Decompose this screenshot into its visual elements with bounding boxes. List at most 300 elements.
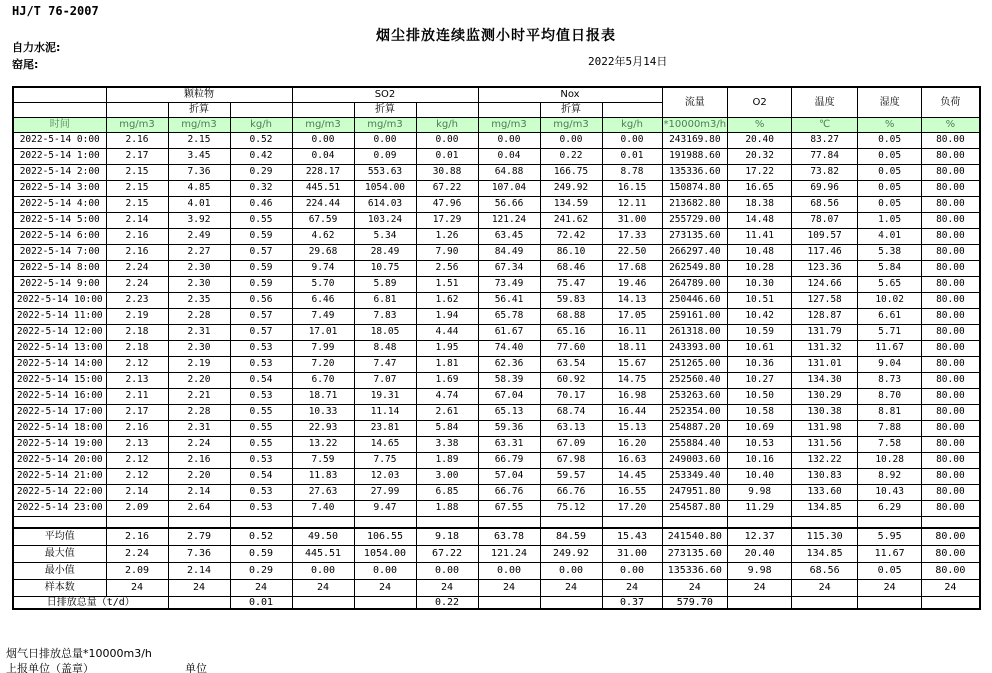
- table-cell: 80.00: [922, 244, 980, 260]
- table-cell: 2.14: [168, 562, 230, 579]
- table-cell: 80.00: [922, 340, 980, 356]
- column-header-time: 时间: [13, 117, 106, 132]
- table-cell: 6.85: [416, 484, 478, 500]
- table-cell: 249003.60: [662, 452, 728, 468]
- table-cell: 253349.40: [662, 468, 728, 484]
- table-cell: 2.79: [168, 528, 230, 545]
- table-cell: [230, 516, 292, 528]
- header-empty-cell: [416, 102, 478, 117]
- table-cell: 80.00: [922, 228, 980, 244]
- table-cell: 0.05: [858, 132, 922, 148]
- table-cell: 2022-5-14 20:00: [13, 452, 106, 468]
- table-cell: 2022-5-14 5:00: [13, 212, 106, 228]
- table-cell: 2.28: [168, 308, 230, 324]
- table-cell: 12.11: [602, 196, 662, 212]
- unit-cell: %: [728, 117, 792, 132]
- table-cell: 80.00: [922, 562, 980, 579]
- table-cell: 6.46: [292, 292, 354, 308]
- table-cell: 5.84: [416, 420, 478, 436]
- table-cell: 0.00: [354, 562, 416, 579]
- table-cell: [354, 516, 416, 528]
- table-cell: 0.05: [858, 148, 922, 164]
- table-cell: 16.20: [602, 436, 662, 452]
- table-cell: 264789.00: [662, 276, 728, 292]
- table-cell: 1.88: [416, 500, 478, 516]
- table-cell: 62.36: [478, 356, 540, 372]
- table-cell: 4.01: [858, 228, 922, 244]
- table-row: [13, 528, 980, 545]
- table-cell: 16.98: [602, 388, 662, 404]
- unit-cell: mg/m3: [168, 117, 230, 132]
- table-cell: 14.45: [602, 468, 662, 484]
- table-cell: 8.81: [858, 404, 922, 420]
- table-cell: 10.75: [354, 260, 416, 276]
- table-cell: 2.12: [106, 468, 168, 484]
- table-cell: [106, 516, 168, 528]
- table-cell: 2022-5-14 7:00: [13, 244, 106, 260]
- table-cell: 7.40: [292, 500, 354, 516]
- table-cell: 247951.80: [662, 484, 728, 500]
- table-cell: 80.00: [922, 388, 980, 404]
- table-cell: 107.04: [478, 180, 540, 196]
- table-cell: 80.00: [922, 452, 980, 468]
- summary-body: [13, 528, 980, 596]
- table-cell: 614.03: [354, 196, 416, 212]
- table-cell: 12.37: [728, 528, 792, 545]
- table-cell: 80.00: [922, 324, 980, 340]
- table-cell: 7.99: [292, 340, 354, 356]
- table-cell: [602, 516, 662, 528]
- table-cell: 77.60: [540, 340, 602, 356]
- table-row: [13, 324, 980, 340]
- table-cell: 平均值: [13, 528, 106, 545]
- table-cell: 2.17: [106, 148, 168, 164]
- column-subheader-converted: 折算: [540, 102, 602, 117]
- table-cell: 249.92: [540, 180, 602, 196]
- table-cell: 56.66: [478, 196, 540, 212]
- table-cell: 7.47: [354, 356, 416, 372]
- table-row: [13, 228, 980, 244]
- table-cell: 0.05: [858, 562, 922, 579]
- table-cell: 7.58: [858, 436, 922, 452]
- table-cell: 29.68: [292, 244, 354, 260]
- table-cell: 2.24: [106, 260, 168, 276]
- table-cell: 0.00: [292, 562, 354, 579]
- table-cell: 67.59: [292, 212, 354, 228]
- table-cell: 10.59: [728, 324, 792, 340]
- table-cell: 17.20: [602, 500, 662, 516]
- table-cell: 58.39: [478, 372, 540, 388]
- table-cell: 59.83: [540, 292, 602, 308]
- table-cell: 65.16: [540, 324, 602, 340]
- table-cell: 63.78: [478, 528, 540, 545]
- table-cell: 59.57: [540, 468, 602, 484]
- column-subheader-converted: 折算: [168, 102, 230, 117]
- table-cell: 255884.40: [662, 436, 728, 452]
- table-cell: 14.48: [728, 212, 792, 228]
- unit-cell: %: [858, 117, 922, 132]
- table-row: [13, 596, 980, 609]
- table-row: [13, 260, 980, 276]
- table-cell: 24: [168, 579, 230, 596]
- table-cell: [540, 596, 602, 609]
- table-cell: 80.00: [922, 196, 980, 212]
- table-cell: 0.55: [230, 436, 292, 452]
- table-cell: 10.28: [728, 260, 792, 276]
- table-cell: 262549.80: [662, 260, 728, 276]
- table-cell: 266297.40: [662, 244, 728, 260]
- table-cell: 2.18: [106, 324, 168, 340]
- table-cell: 9.98: [728, 484, 792, 500]
- table-cell: [922, 516, 980, 528]
- table-cell: [540, 516, 602, 528]
- table-cell: 259161.00: [662, 308, 728, 324]
- table-cell: 131.56: [792, 436, 858, 452]
- table-cell: 24: [662, 579, 728, 596]
- column-header-humidity: 湿度: [858, 87, 922, 117]
- table-cell: 17.05: [602, 308, 662, 324]
- table-cell: 63.31: [478, 436, 540, 452]
- table-cell: 67.22: [416, 545, 478, 562]
- table-cell: 9.18: [416, 528, 478, 545]
- table-cell: 19.46: [602, 276, 662, 292]
- table-cell: 2.31: [168, 420, 230, 436]
- table-cell: 2.15: [168, 132, 230, 148]
- table-cell: 0.52: [230, 132, 292, 148]
- unit-cell: mg/m3: [354, 117, 416, 132]
- table-cell: 11.41: [728, 228, 792, 244]
- table-cell: 19.31: [354, 388, 416, 404]
- table-cell: 135336.60: [662, 164, 728, 180]
- table-cell: 2.24: [168, 436, 230, 452]
- table-cell: 553.63: [354, 164, 416, 180]
- table-cell: 67.04: [478, 388, 540, 404]
- table-cell: 2.28: [168, 404, 230, 420]
- table-cell: 80.00: [922, 164, 980, 180]
- table-cell: 68.74: [540, 404, 602, 420]
- table-cell: [416, 516, 478, 528]
- table-cell: 0.53: [230, 452, 292, 468]
- table-cell: 243169.80: [662, 132, 728, 148]
- table-cell: 10.61: [728, 340, 792, 356]
- table-cell: 249.92: [540, 545, 602, 562]
- table-cell: 0.53: [230, 484, 292, 500]
- table-cell: 0.01: [416, 148, 478, 164]
- table-cell: 0.00: [602, 132, 662, 148]
- table-cell: 8.48: [354, 340, 416, 356]
- table-cell: 1054.00: [354, 545, 416, 562]
- table-cell: 0.00: [416, 132, 478, 148]
- table-cell: 22.93: [292, 420, 354, 436]
- table-cell: 18.11: [602, 340, 662, 356]
- table-cell: 24: [922, 579, 980, 596]
- table-cell: 2.20: [168, 468, 230, 484]
- column-header-load: 负荷: [922, 87, 980, 117]
- table-row: [13, 180, 980, 196]
- table-cell: 49.50: [292, 528, 354, 545]
- table-cell: 0.00: [416, 562, 478, 579]
- table-cell: 24: [728, 579, 792, 596]
- table-cell: 1.94: [416, 308, 478, 324]
- table-cell: 24: [106, 579, 168, 596]
- table-cell: 2.12: [106, 452, 168, 468]
- table-cell: 68.56: [792, 196, 858, 212]
- table-cell: 1.95: [416, 340, 478, 356]
- table-cell: 10.36: [728, 356, 792, 372]
- table-cell: 77.84: [792, 148, 858, 164]
- table-cell: 16.11: [602, 324, 662, 340]
- table-row: [13, 468, 980, 484]
- table-cell: 11.67: [858, 340, 922, 356]
- column-header-o2: O2: [728, 87, 792, 117]
- table-cell: [728, 516, 792, 528]
- table-cell: 131.98: [792, 420, 858, 436]
- table-cell: 253263.60: [662, 388, 728, 404]
- table-cell: 6.81: [354, 292, 416, 308]
- table-cell: 24: [354, 579, 416, 596]
- table-cell: 4.44: [416, 324, 478, 340]
- table-cell: 7.49: [292, 308, 354, 324]
- table-cell: 11.67: [858, 545, 922, 562]
- table-cell: 14.65: [354, 436, 416, 452]
- table-cell: 0.57: [230, 324, 292, 340]
- table-cell: 1.89: [416, 452, 478, 468]
- table-cell: 2.15: [106, 164, 168, 180]
- table-cell: 0.55: [230, 420, 292, 436]
- table-cell: 73.82: [792, 164, 858, 180]
- table-cell: 84.49: [478, 244, 540, 260]
- table-cell: 7.36: [168, 545, 230, 562]
- table-cell: 80.00: [922, 212, 980, 228]
- table-cell: 80.00: [922, 545, 980, 562]
- table-cell: 2.35: [168, 292, 230, 308]
- table-cell: 0.00: [540, 562, 602, 579]
- table-row: [13, 292, 980, 308]
- header-empty-cell: [478, 102, 540, 117]
- table-cell: 13.22: [292, 436, 354, 452]
- table-cell: 2022-5-14 0:00: [13, 132, 106, 148]
- table-cell: 0.00: [478, 562, 540, 579]
- table-cell: 131.32: [792, 340, 858, 356]
- table-cell: 2.14: [106, 212, 168, 228]
- unit-cell: kg/h: [230, 117, 292, 132]
- monitoring-table: [12, 86, 981, 610]
- table-cell: [858, 516, 922, 528]
- table-cell: 17.01: [292, 324, 354, 340]
- table-cell: 18.38: [728, 196, 792, 212]
- table-cell: 134.30: [792, 372, 858, 388]
- table-cell: 2.16: [106, 420, 168, 436]
- table-cell: 2.31: [168, 324, 230, 340]
- table-cell: 4.62: [292, 228, 354, 244]
- table-cell: 22.50: [602, 244, 662, 260]
- table-cell: 70.17: [540, 388, 602, 404]
- table-cell: 128.87: [792, 308, 858, 324]
- table-cell: 5.71: [858, 324, 922, 340]
- table-cell: 2.21: [168, 388, 230, 404]
- table-cell: 2022-5-14 9:00: [13, 276, 106, 292]
- table-cell: 124.66: [792, 276, 858, 292]
- table-cell: 0.00: [354, 132, 416, 148]
- table-cell: 75.12: [540, 500, 602, 516]
- table-cell: 3.92: [168, 212, 230, 228]
- table-cell: 24: [478, 579, 540, 596]
- table-header: [13, 87, 980, 132]
- table-cell: [168, 516, 230, 528]
- table-cell: 2.09: [106, 562, 168, 579]
- table-cell: 130.29: [792, 388, 858, 404]
- table-cell: [792, 516, 858, 528]
- table-cell: 1054.00: [354, 180, 416, 196]
- table-cell: 0.04: [478, 148, 540, 164]
- table-cell: 0.54: [230, 468, 292, 484]
- table-cell: 7.36: [168, 164, 230, 180]
- table-cell: 14.13: [602, 292, 662, 308]
- table-cell: 131.01: [792, 356, 858, 372]
- table-cell: 0.05: [858, 164, 922, 180]
- header-empty-cell: [292, 102, 354, 117]
- table-cell: 5.89: [354, 276, 416, 292]
- table-cell: 4.74: [416, 388, 478, 404]
- table-cell: 7.88: [858, 420, 922, 436]
- table-cell: 10.28: [858, 452, 922, 468]
- table-cell: 56.41: [478, 292, 540, 308]
- table-cell: 2022-5-14 11:00: [13, 308, 106, 324]
- header-group-row: [13, 87, 980, 102]
- table-cell: 5.70: [292, 276, 354, 292]
- table-cell: 133.60: [792, 484, 858, 500]
- table-cell: 17.68: [602, 260, 662, 276]
- table-cell: 10.50: [728, 388, 792, 404]
- table-row: [13, 388, 980, 404]
- table-row: [13, 132, 980, 148]
- table-cell: 7.59: [292, 452, 354, 468]
- table-cell: 63.13: [540, 420, 602, 436]
- table-cell: 0.00: [478, 132, 540, 148]
- table-cell: 0.04: [292, 148, 354, 164]
- table-cell: 0.22: [540, 148, 602, 164]
- table-cell: [922, 596, 980, 609]
- flow-total-note: 烟气日排放总量*10000m3/h: [6, 647, 152, 660]
- header-empty-cell: [230, 102, 292, 117]
- table-row: [13, 164, 980, 180]
- table-cell: 0.37: [602, 596, 662, 609]
- table-row: [13, 484, 980, 500]
- table-cell: 134.85: [792, 545, 858, 562]
- table-cell: 日排放总量（t/d）: [13, 596, 168, 609]
- table-cell: 11.83: [292, 468, 354, 484]
- daily-total-body: [13, 596, 980, 609]
- table-cell: 66.76: [478, 484, 540, 500]
- reporting-unit-label: 上报单位（盖章）: [6, 662, 94, 673]
- table-cell: 64.88: [478, 164, 540, 180]
- table-row: [13, 545, 980, 562]
- table-cell: 2.20: [168, 372, 230, 388]
- table-cell: 252560.40: [662, 372, 728, 388]
- table-cell: 123.36: [792, 260, 858, 276]
- table-cell: [478, 596, 540, 609]
- table-cell: 67.98: [540, 452, 602, 468]
- table-cell: 最大值: [13, 545, 106, 562]
- table-cell: 0.01: [602, 148, 662, 164]
- table-row: [13, 516, 980, 528]
- table-cell: 31.00: [602, 545, 662, 562]
- table-cell: 0.32: [230, 180, 292, 196]
- table-row: [13, 244, 980, 260]
- table-cell: 0.55: [230, 212, 292, 228]
- unit-cell: mg/m3: [292, 117, 354, 132]
- table-cell: 15.13: [602, 420, 662, 436]
- table-cell: [662, 516, 728, 528]
- table-cell: 73.49: [478, 276, 540, 292]
- table-cell: 2.24: [106, 276, 168, 292]
- table-cell: 67.22: [416, 180, 478, 196]
- table-cell: 16.44: [602, 404, 662, 420]
- table-cell: 2.16: [168, 452, 230, 468]
- table-cell: 2022-5-14 13:00: [13, 340, 106, 356]
- table-cell: 0.29: [230, 562, 292, 579]
- table-cell: 255729.00: [662, 212, 728, 228]
- table-cell: 2022-5-14 17:00: [13, 404, 106, 420]
- table-cell: 7.07: [354, 372, 416, 388]
- table-cell: 243393.00: [662, 340, 728, 356]
- table-cell: 15.67: [602, 356, 662, 372]
- table-cell: 228.17: [292, 164, 354, 180]
- kiln-label: 窑尾:: [12, 58, 39, 71]
- table-cell: 20.40: [728, 132, 792, 148]
- table-cell: 2.16: [106, 132, 168, 148]
- table-cell: 9.74: [292, 260, 354, 276]
- table-cell: 24: [292, 579, 354, 596]
- table-cell: 3.38: [416, 436, 478, 452]
- table-cell: 224.44: [292, 196, 354, 212]
- unit-cell: kg/h: [602, 117, 662, 132]
- table-cell: 11.14: [354, 404, 416, 420]
- table-cell: 109.57: [792, 228, 858, 244]
- table-cell: 6.29: [858, 500, 922, 516]
- table-cell: 9.04: [858, 356, 922, 372]
- table-cell: 0.00: [602, 562, 662, 579]
- table-cell: 2.16: [106, 244, 168, 260]
- table-cell: 2022-5-14 23:00: [13, 500, 106, 516]
- table-cell: 115.30: [792, 528, 858, 545]
- table-cell: 150874.80: [662, 180, 728, 196]
- table-cell: [792, 596, 858, 609]
- table-cell: 61.67: [478, 324, 540, 340]
- table-cell: 16.63: [602, 452, 662, 468]
- table-cell: 63.54: [540, 356, 602, 372]
- table-cell: 0.54: [230, 372, 292, 388]
- report-date: 2022年5月14日: [588, 55, 668, 68]
- unit-label: 单位: [185, 662, 207, 673]
- table-cell: 191988.60: [662, 148, 728, 164]
- table-cell: 251265.00: [662, 356, 728, 372]
- table-cell: 2.15: [106, 196, 168, 212]
- table-cell: 2.56: [416, 260, 478, 276]
- table-cell: 2.27: [168, 244, 230, 260]
- header-empty-cell: [602, 102, 662, 117]
- table-cell: 57.04: [478, 468, 540, 484]
- table-cell: 3.45: [168, 148, 230, 164]
- table-row: [13, 452, 980, 468]
- table-cell: 2.14: [168, 484, 230, 500]
- table-cell: [478, 516, 540, 528]
- table-cell: 2022-5-14 1:00: [13, 148, 106, 164]
- table-cell: 2022-5-14 4:00: [13, 196, 106, 212]
- table-cell: 17.33: [602, 228, 662, 244]
- table-cell: 445.51: [292, 545, 354, 562]
- table-cell: 5.38: [858, 244, 922, 260]
